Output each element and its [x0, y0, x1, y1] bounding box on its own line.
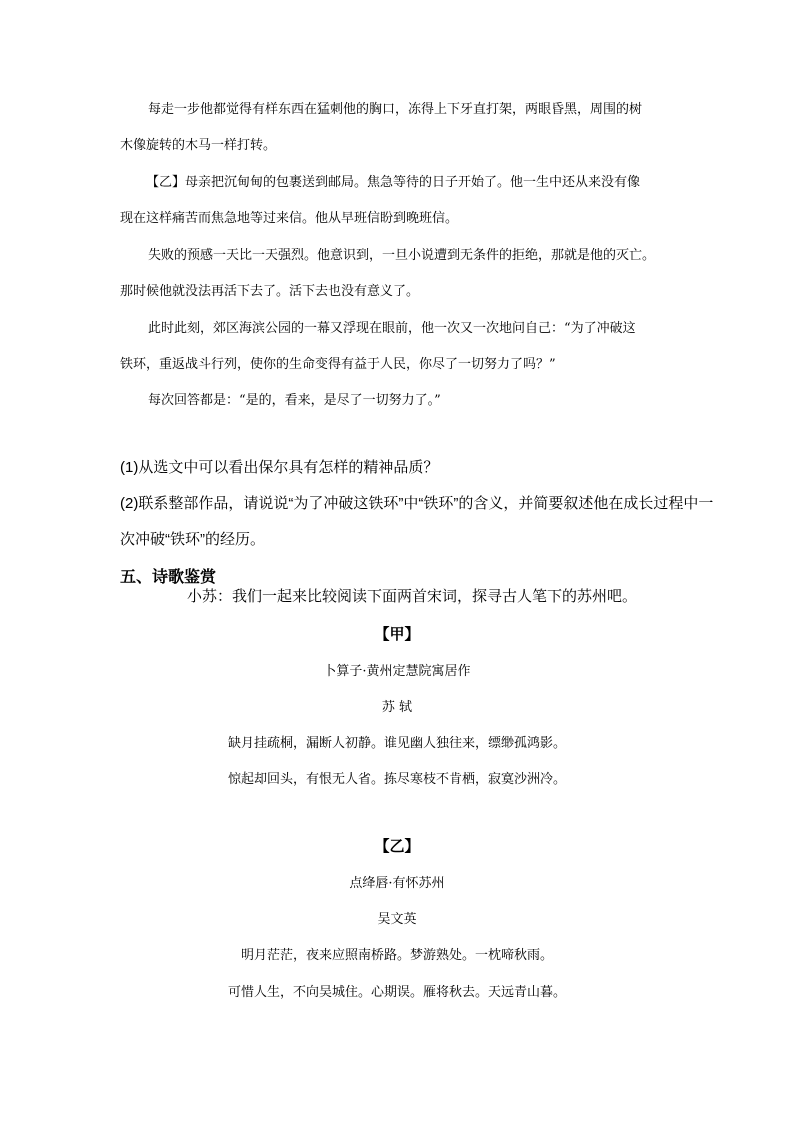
- passage-line-7: 此时此刻，郊区海滨公园的一幕又浮现在眼前，他一次又一次地问自己：“为了冲破这: [148, 321, 636, 336]
- poem-b-label: 【乙】: [374, 838, 420, 855]
- poem-b-author: 吴文英: [377, 912, 417, 927]
- poem-a-title: 卜算子·黄州定慧院寓居作: [323, 664, 471, 679]
- question-2-line-1: (2)联系整部作品，请说说“为了冲破这铁环”中“铁环”的含义，并简要叙述他在成长过程中一: [120, 495, 714, 512]
- poem-b-title: 点绛唇·有怀苏州: [349, 876, 445, 891]
- section-intro: 小苏：我们一起来比较阅读下面两首宋词，探寻古人笔下的苏州吧。: [187, 588, 638, 605]
- section-heading: 五、诗歌鉴赏: [120, 567, 217, 586]
- passage-line-6: 那时候他就没法再活下去了。活下去也没有意义了。: [120, 284, 420, 299]
- passage-line-3: 【乙】母亲把沉甸甸的包裹送到邮局。焦急等待的日子开始了。他一生中还从来没有像: [146, 175, 641, 190]
- question-1: (1)从选文中可以看出保尔具有怎样的精神品质？: [120, 459, 439, 476]
- poem-a-line-2: 惊起却回头，有恨无人省。拣尽寒枝不肯栖，寂寞沙洲冷。: [227, 772, 566, 787]
- passage-line-5: 失败的预感一天比一天强烈。他意识到，一旦小说遭到无条件的拒绝，那就是他的灭亡。: [148, 248, 656, 263]
- poem-a-label: 【甲】: [374, 626, 420, 643]
- passage-line-2: 木像旋转的木马一样打转。: [120, 138, 277, 153]
- poem-b-line-2: 可惜人生，不向吴城住。心期误。雁将秋去。天远青山暮。: [227, 985, 566, 1000]
- passage-line-9: 每次回答都是：“是的，看来，是尽了一切努力了。”: [148, 393, 441, 408]
- passage-line-8: 铁环，重返战斗行列，使你的生命变得有益于人民，你尽了一切努力了吗？”: [120, 357, 556, 372]
- passage-line-4: 现在这样痛苦而焦急地等过来信。他从早班信盼到晚班信。: [120, 211, 459, 226]
- poem-a-author: 苏 轼: [381, 700, 413, 715]
- poem-b-line-1: 明月茫茫，夜来应照南桥路。梦游熟处。一枕啼秋雨。: [240, 948, 553, 963]
- passage-line-1: 每走一步他都觉得有样东西在猛刺他的胸口，冻得上下牙直打架，两眼昏黑，周围的树: [148, 102, 643, 117]
- question-2-line-2: 次冲破“铁环”的经历。: [120, 531, 265, 548]
- poem-a-line-1: 缺月挂疏桐，漏断人初静。谁见幽人独往来，缥缈孤鸿影。: [227, 736, 566, 751]
